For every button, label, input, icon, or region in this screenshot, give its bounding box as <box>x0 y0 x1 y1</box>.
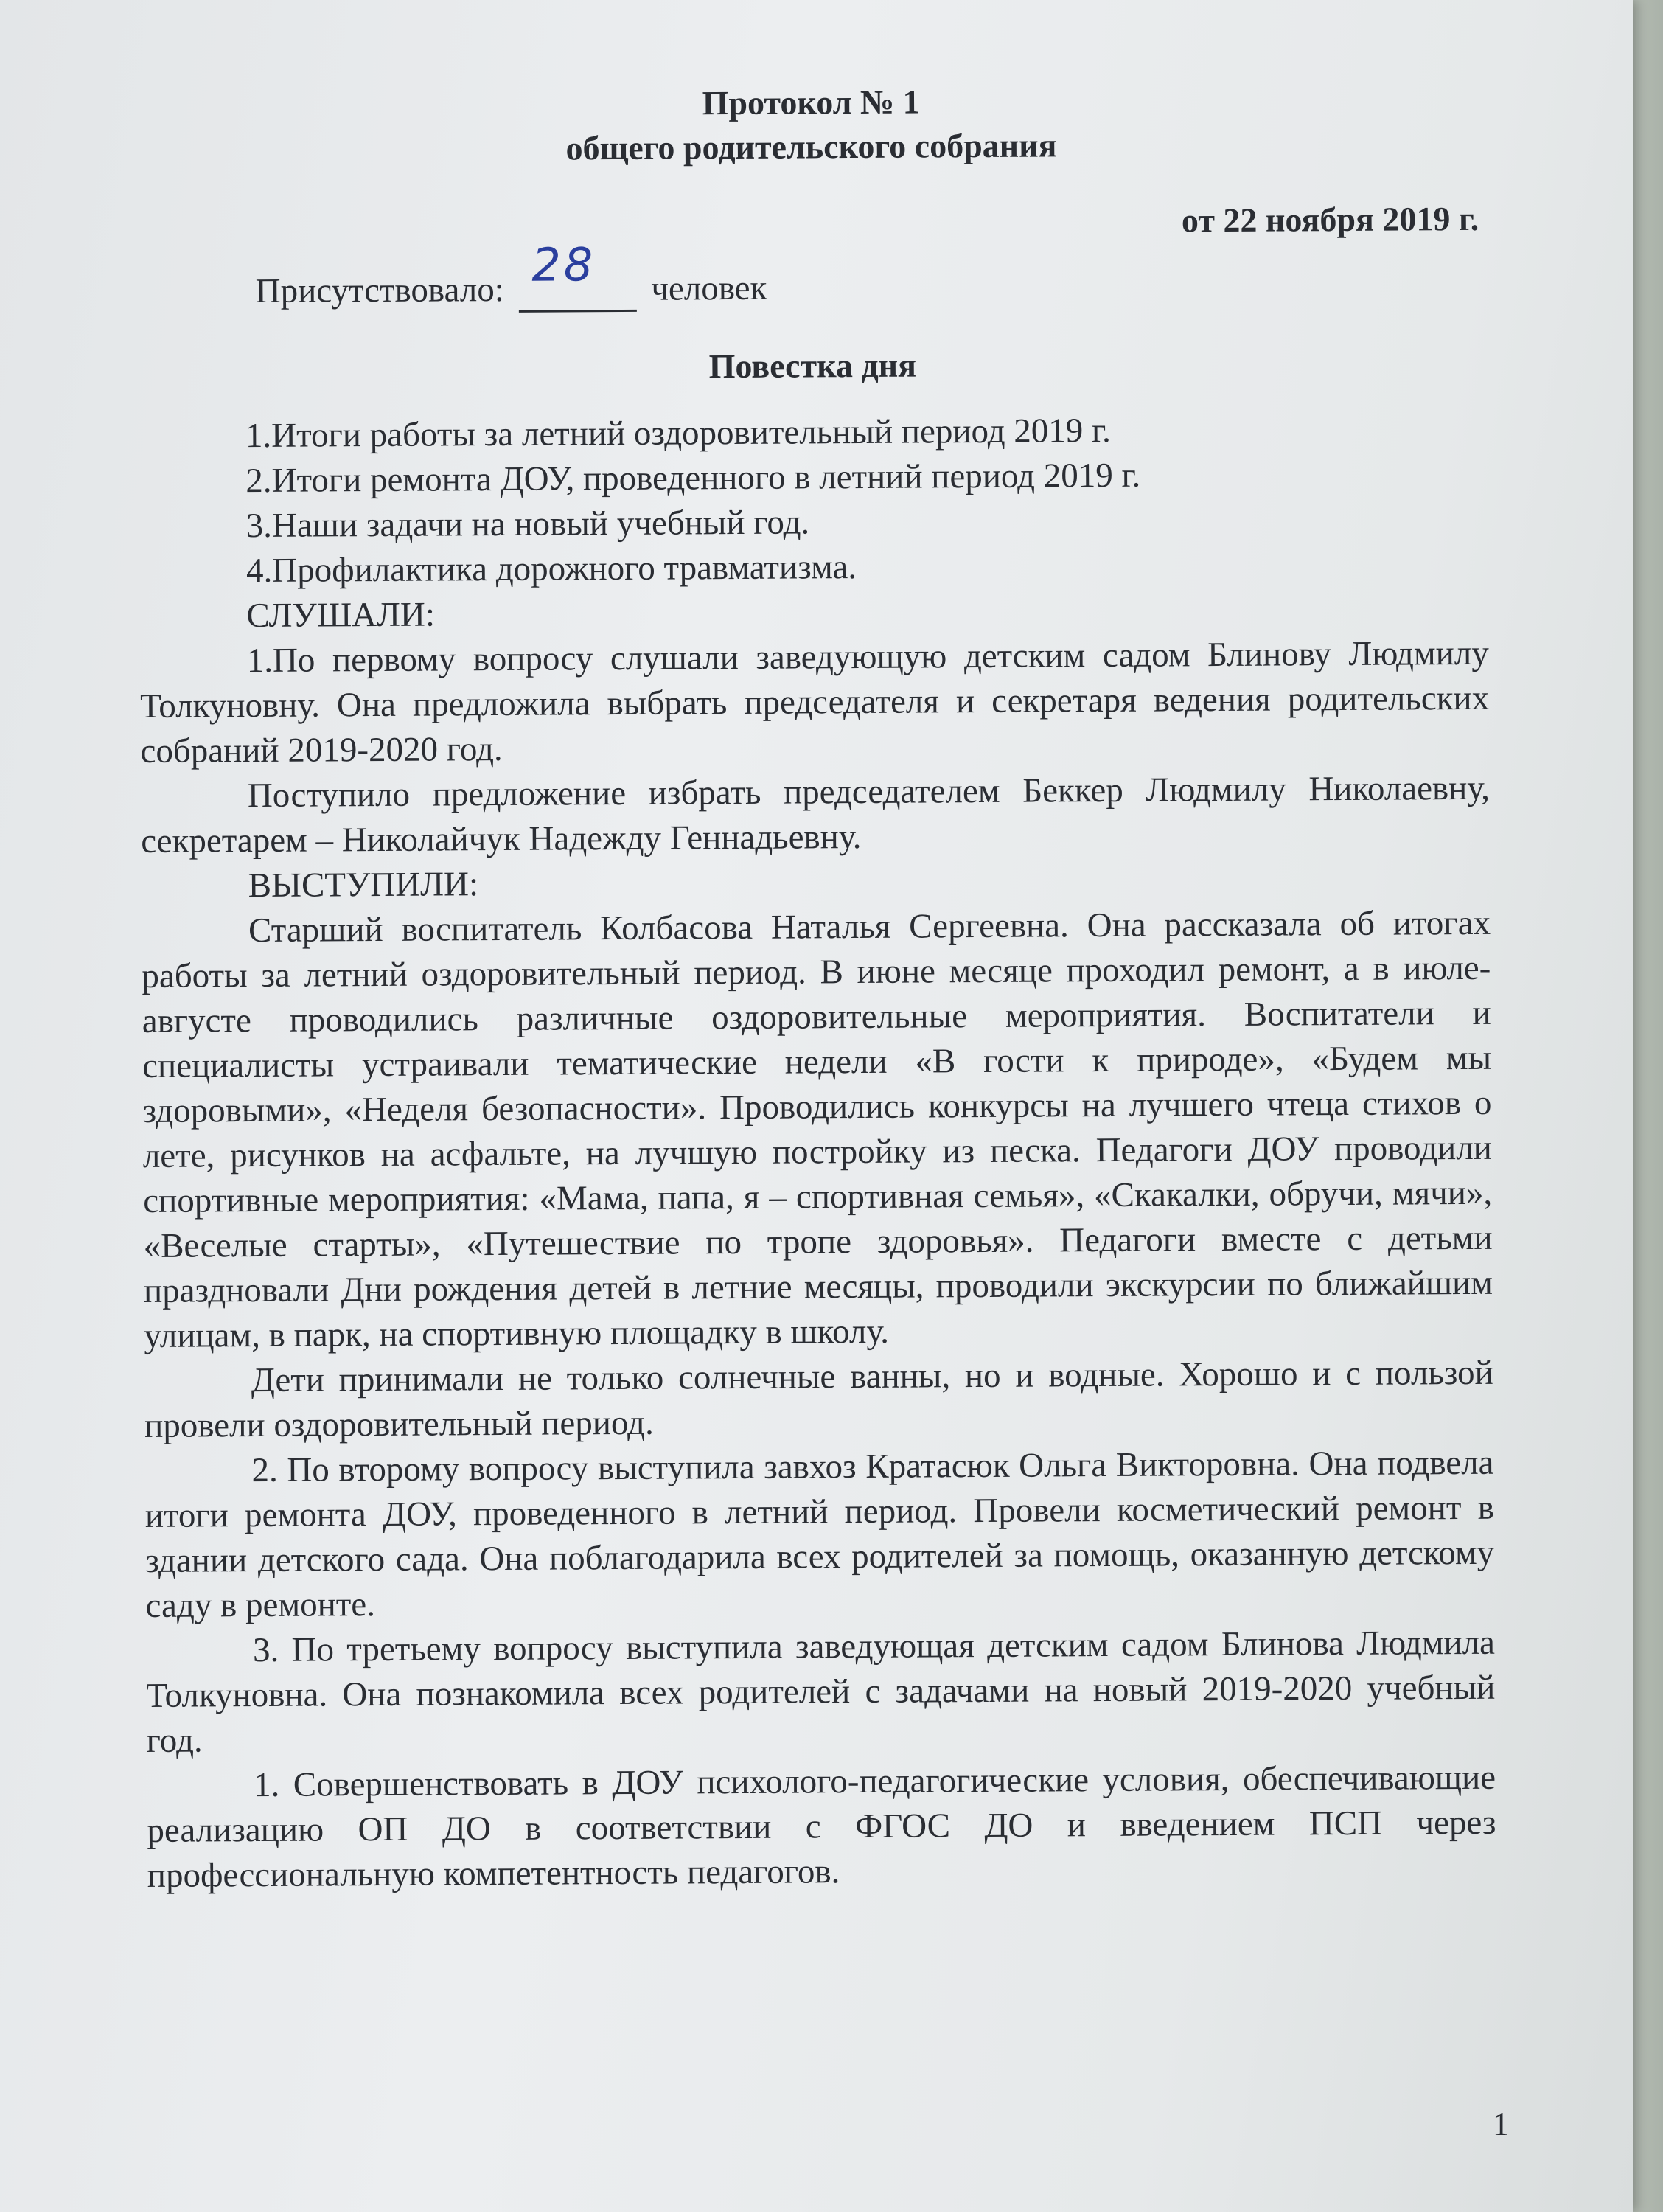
paragraph: Поступило предложение избрать председателем Беккер Людмилу Николаевну, секретарем – Николайчук Надежду Геннадьевну. <box>141 768 1491 860</box>
spoke-label: ВЫСТУПИЛИ: <box>248 865 479 905</box>
protocol-title: Протокол № 1 <box>702 83 920 122</box>
agenda-item: 4.Профилактика дорожного травматизма. <box>245 548 857 591</box>
paragraph: 2. По второму вопросу выступила завхоз Кратасюк Ольга Викторовна. Она подвела итоги ремонта ДОУ, проведенного в летний период. Провели косметический ремонт в здании детского сада. Она поблагодарила всех родителей за помощь, оказанную детскому саду в ремонте. <box>144 1443 1495 1625</box>
paragraph: 3. По третьему вопросу выступила заведующая детским садом Блинова Людмила Толкуновна. Она познакомила всех родителей с задачами на новый 2019-2020 учебный год. <box>146 1623 1496 1760</box>
agenda-item: 2.Итоги ремонта ДОУ, проведенного в летний период 2019 г. <box>245 456 1141 501</box>
document-body <box>136 77 1496 1899</box>
agenda-item: 3.Наши задачи на новый учебный год. <box>245 503 810 546</box>
handwritten-attendance-count: 28 <box>531 237 596 292</box>
attendance-line <box>138 237 1487 315</box>
attendance-label: Присутствовало: <box>255 270 504 311</box>
page-number: 1 <box>1493 2106 1509 2142</box>
agenda-title: Повестка дня <box>708 346 917 386</box>
heard-label: СЛУШАЛИ: <box>246 595 436 636</box>
paragraph: Дети принимали не только солнечные ванны, но и водные. Хорошо и с пользой провели оздоровительный период. <box>144 1353 1493 1445</box>
agenda-item: 1.Итоги работы за летний оздоровительный период 2019 г. <box>245 411 1111 456</box>
attendance-blank <box>518 237 636 313</box>
paragraph: 1. Совершенствовать в ДОУ психолого-педагогические условия, обеспечивающие реализацию ОП ДО в соответствии с ФГОС ДО и введением ПСП через профессиональную компетентность педагогов. <box>147 1758 1496 1895</box>
paragraph: Старший воспитатель Колбасова Наталья Сергеевна. Она рассказала об итогах работы за летний оздоровительный период. В июне месяце проходил ремонт, а в июле-августе проводились различные оздоровительные мероприятия. Воспитатели и специалисты устраивали тематические недели «В гости к природе», «Будем мы здоровыми», «Неделя безопасности». Проводились конкурсы на лучшего чтеца стихов о лете, рисунков на асфальте, на лучшую постройку из песка. Педагоги ДОУ проводили спортивные мероприятия: «Мама, папа, я – спортивная семья», «Скакалки, обручи, мячи», «Веселые старты», «Путешествие по тропе здоровья». Педагоги вместе с детьми праздновали Дни рождения детей в летние месяцы, проводили экскурсии по ближайшим улицам, в парк, на спортивную площадку в школу. <box>142 903 1493 1355</box>
protocol-subtitle: общего родительского собрания <box>565 126 1057 167</box>
protocol-date: от 22 ноября 2019 г. <box>1181 199 1479 240</box>
paragraph: 1.По первому вопросу слушали заведующую детским садом Блинову Людмилу Толкуновну. Она предложила выбрать председателя и секретаря ведения родительских собраний 2019-2020 год. <box>139 633 1490 771</box>
attendance-unit: человек <box>651 268 767 308</box>
